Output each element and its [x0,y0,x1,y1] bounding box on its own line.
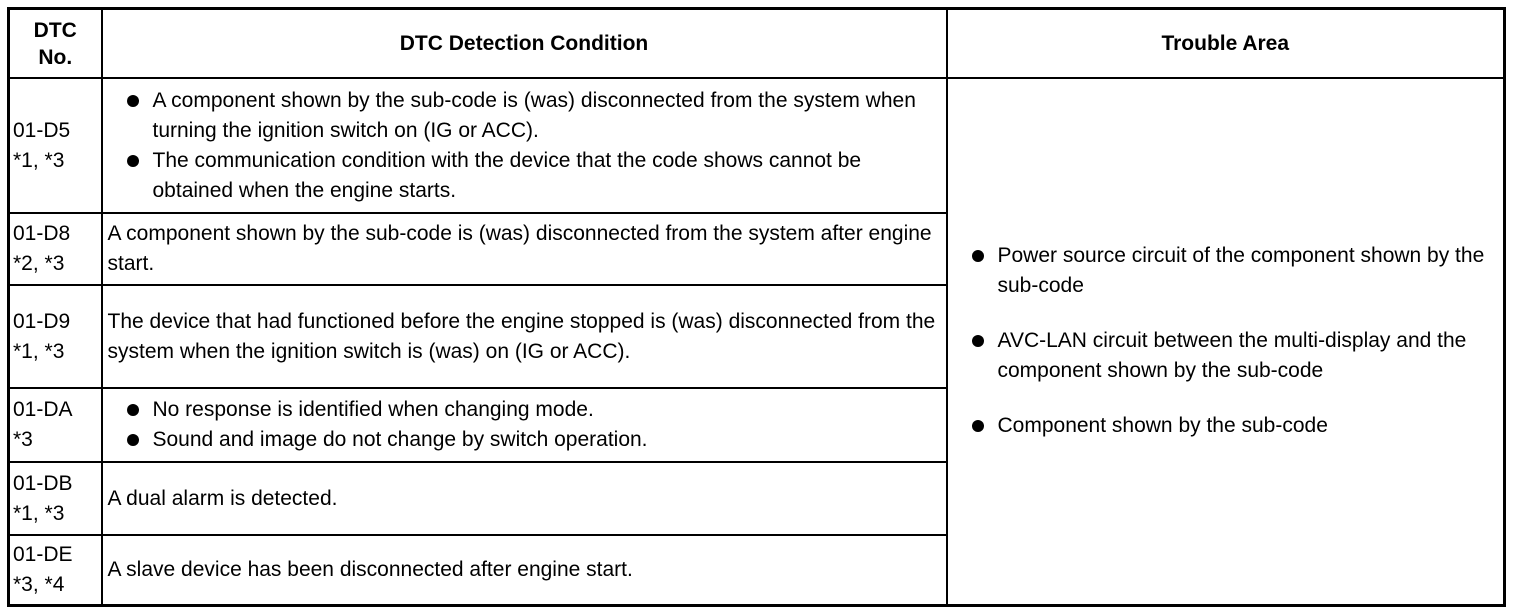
table-row [9,78,1505,213]
condition-bullet-item: No response is identified when changing mode. [125,395,940,425]
condition-bullet-item: The communication condition with the device that the code shows cannot be obtained when the engine starts. [125,146,940,206]
trouble-area-item: Component shown by the sub-code [970,411,1494,441]
dtc-code-cell: 01-D5 *1, *3 [9,78,102,213]
trouble-area-item: AVC-LAN circuit between the multi-display and the component shown by the sub-code [970,326,1494,386]
detection-condition-cell: A dual alarm is detected. [102,462,947,535]
header-trouble-area: Trouble Area [947,9,1505,79]
dtc-code-cell: 01-D8 *2, *3 [9,213,102,285]
condition-bullet-item: Sound and image do not change by switch operation. [125,425,940,455]
dtc-table [7,7,1506,607]
trouble-area-item: Power source circuit of the component shown by the sub-code [970,241,1494,301]
header-row [9,9,1505,79]
detection-condition-cell: The device that had functioned before the engine stopped is (was) disconnected from the system when the ignition switch is (was) on (IG or ACC). [102,285,947,388]
header-dtc-no: DTC No. [9,9,102,79]
detection-condition-cell [102,388,947,462]
condition-bullet-item: A component shown by the sub-code is (was) disconnected from the system when turning the ignition switch on (IG or ACC). [125,86,940,146]
header-detection-condition: DTC Detection Condition [102,9,947,79]
trouble-area-cell [947,78,1505,605]
dtc-code-cell: 01-DE *3, *4 [9,535,102,605]
detection-condition-cell [102,78,947,213]
detection-condition-cell: A component shown by the sub-code is (was) disconnected from the system after engine start. [102,213,947,285]
dtc-code-cell: 01-DA *3 [9,388,102,462]
detection-condition-cell: A slave device has been disconnected after engine start. [102,535,947,605]
dtc-code-cell: 01-DB *1, *3 [9,462,102,535]
dtc-code-cell: 01-D9 *1, *3 [9,285,102,388]
